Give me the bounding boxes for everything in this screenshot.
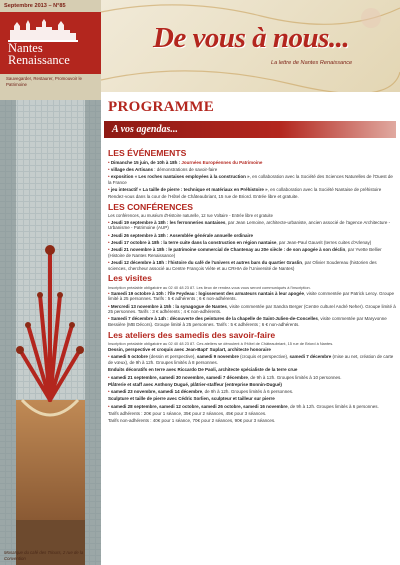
event-title: le patrimoine commercial de Chantenay au 20e siècle : de son apogée à son déclin xyxy=(168,247,346,253)
list-item xyxy=(108,174,396,185)
event-detail: , de 9h à 12h. Groupes limités à 10 personnes. xyxy=(247,374,342,380)
section-evenements-title: LES ÉVÉNEMENTS xyxy=(108,148,187,158)
event-title: la synagogue de Nantes xyxy=(175,303,227,309)
image-caption: Mosaïque du café des Trinurs, 2 rue de la Convention xyxy=(4,550,84,561)
workshop-title xyxy=(108,382,396,388)
event-detail: , visite commentée par Maryvonne Bessière (MB Décors). Groupe limité à 25 personnes. Tarifs : 5 € adhérents ; 6 € non-adhérents. xyxy=(108,316,387,328)
workshop-name: Sculpture et taille de pierre avec Cédric Sorlien, sculpteur et tailleur sur pierre xyxy=(108,396,275,402)
header xyxy=(101,0,400,92)
logo-line1: Nantes xyxy=(8,41,43,55)
event-detail: (dessin et perspective), xyxy=(147,354,197,360)
bullet-icon: • xyxy=(108,219,110,225)
section-note: Inscription préalable obligatoire au 02 40 48 23 87. Ces ateliers se déroulent à l'Hôtel de Châteaubriant, 15 rue de Briord à Nantes. xyxy=(108,341,334,347)
workshop-title xyxy=(108,396,396,402)
section-visites-title: Les visites xyxy=(108,273,152,284)
event-date: samedi 23 novembre, samedi 14 décembre xyxy=(110,389,203,395)
event-title: découverte des peintures de la chapelle de Saint-Julien-de-Concelles xyxy=(169,316,318,322)
event-detail: , visite commentée par Patrick Leroy. Groupe limité à 25 personnes. Tarifs : 5 € adhérents ; 6 € non-adhérents. xyxy=(108,290,394,302)
event-date: Jeudi 21 novembre à 18h : xyxy=(110,247,169,253)
event-detail: : démonstrations de savoir-faire xyxy=(152,166,218,172)
event-title: Assemblée générale annuelle ordinaire xyxy=(169,232,253,238)
event-title: jeu interactif « La taille de pierre : technique et matériaux en Préhistoire » xyxy=(110,186,268,192)
logo xyxy=(0,12,101,74)
bullet-icon: • xyxy=(108,290,110,296)
workshop-name: Enduits décoratifs en terre avec Riccardo De Paoli, architecte spécialiste de la terre crue xyxy=(108,367,298,373)
event-date: Mercredi 13 novembre à 15h : xyxy=(110,303,176,309)
pricing-members: Tarifs adhérents : 20€ pour 1 séance, 35€ pour 2 séances, 45€ pour 3 séances. xyxy=(108,411,267,416)
list-item xyxy=(108,220,396,231)
section-conferences-title: LES CONFÉRENCES xyxy=(108,201,193,212)
event-date: samedi 28 septembre, samedi 12 octobre, samedi 26 octobre, samedi 16 novembre xyxy=(110,403,288,409)
bullet-icon: • xyxy=(108,174,110,180)
list-item xyxy=(108,240,396,246)
event-title: les ferronneries nantaises xyxy=(169,219,226,225)
event-date: samedi 7 décembre xyxy=(289,354,332,360)
mosaic-artwork xyxy=(0,100,101,565)
list-item xyxy=(108,354,396,365)
bullet-icon: • xyxy=(108,354,110,360)
bullet-icon: • xyxy=(108,239,110,245)
bullet-icon: • xyxy=(108,260,110,266)
event-detail: , de 9h à 12h. Groupes limités à 6 personnes. xyxy=(287,403,379,409)
event-title: exposition « Les roches nantaises employées à la construction » xyxy=(110,174,250,180)
tagline: Sauvegarder, Restaurer, Promouvoir le Patrimoine xyxy=(6,76,82,87)
event-title: la terre cuite dans la construction en région nantaise xyxy=(163,239,277,245)
list-item xyxy=(108,316,396,327)
event-date: Jeudi 12 décembre à 18h : xyxy=(110,260,169,266)
bullet-icon: • xyxy=(108,232,110,238)
workshop-title xyxy=(108,347,396,353)
logo-line2: Renaissance xyxy=(8,53,70,67)
bullet-icon: • xyxy=(108,247,110,253)
event-detail: , en collaboration avec la Société des Sciences Naturelles de l'Ouest de la France xyxy=(108,174,393,185)
list-item xyxy=(108,187,396,193)
event-title: village des Artisans xyxy=(110,166,153,172)
event-detail: , visite commentée par Sandra Berger (Centre culturel André Neher). Groupe limité à 25 personnes. Tarifs : 3 € adhérents ; 4 € non-adhérents. xyxy=(108,303,396,315)
event-title: Journées Européennes du Patrimoine xyxy=(181,159,263,165)
bullet-icon: • xyxy=(108,374,110,380)
event-detail: , par Jean Lemoine, architecte-urbaniste, ancien associé de l'agence Architecture - Urbanisme - Patrimoine (AUP) xyxy=(108,219,391,231)
masthead-title: De vous à nous... xyxy=(153,22,350,54)
bullet-icon: • xyxy=(108,186,110,192)
sidebar xyxy=(0,0,101,565)
masthead-subtitle: La lettre de Nantes Renaissance xyxy=(271,60,353,66)
mosaic-image xyxy=(0,100,101,565)
event-date: samedi 9 novembre xyxy=(196,354,239,360)
event-detail: (croquis et perspective), xyxy=(238,354,290,360)
list-item xyxy=(108,160,396,166)
bullet-icon: • xyxy=(108,403,110,409)
list-item xyxy=(108,375,396,381)
pricing-non-members: Tarifs non-adhérents : 40€ pour 1 séance, 70€ pour 2 séances, 90€ pour 3 séances. xyxy=(108,418,276,424)
section-note: Les conférences, au muséum d'Histoire naturelle, 12 rue Voltaire - Entrée libre et gratuite xyxy=(108,213,273,219)
city-skyline-icon xyxy=(8,16,78,42)
workshop-name: Dessin, perspective et croquis avec Jean-Bapt' Suplart, architecte honoraire xyxy=(108,347,271,353)
workshop-title xyxy=(108,367,396,373)
programme-content xyxy=(108,146,396,564)
list-item xyxy=(108,167,396,173)
bullet-icon: • xyxy=(108,303,110,309)
event-date: Dimanche 15 juin, de 10h à 18h : xyxy=(110,159,182,165)
event-detail: (mise au net, création de carte de vœux), de 9h à 12h. Groupes limités à 8 personnes. xyxy=(108,354,394,366)
event-title: l'histoire du café de l'univers et autres bars du quartier Graslin xyxy=(168,260,303,266)
agenda-banner xyxy=(104,121,396,138)
event-detail: , de 9h à 12h. Groupes limités à 6 personnes. xyxy=(202,389,294,395)
section-ateliers-title: Les ateliers des samedis des savoir-faire xyxy=(108,329,276,340)
event-title: l'île Feydeau : logissement des armateurs nantais à leur apogée xyxy=(167,290,304,296)
agenda-label: A vos agendas... xyxy=(112,124,178,135)
bullet-icon: • xyxy=(108,159,110,165)
event-detail: , en collaboration avec la Société Nantaise de préhistoire xyxy=(267,186,382,192)
bullet-icon: • xyxy=(108,166,110,172)
event-date: Samedi 7 décembre à 14h : xyxy=(110,316,170,322)
list-item xyxy=(108,291,396,302)
section-note: Inscription préalable obligatoire au 02 40 48 23 87. Les lieux de rendez-vous vous seront communiqués à l'inscription. xyxy=(108,284,311,290)
bullet-icon: • xyxy=(108,389,110,395)
list-item xyxy=(108,247,396,258)
list-item xyxy=(108,260,396,271)
event-date: Jeudi 26 septembre à 18h : xyxy=(110,232,170,238)
event-date: samedi 21 septembre, samedi 30 novembre, samedi 7 décembre xyxy=(110,374,248,380)
programme-title: PROGRAMME xyxy=(108,99,215,115)
event-date: Samedi 19 octobre à 10h : xyxy=(110,290,168,296)
event-detail: , par Jean-Paul Gauvrit (terres cuites d'Arlenay) xyxy=(276,239,372,245)
event-date: Jeudi 17 octobre à 18h : xyxy=(110,239,164,245)
event-date: samedi 5 octobre xyxy=(110,354,148,360)
event-detail: , par Yvette Bellier (Histoire de Nantes Renaissance) xyxy=(108,247,382,258)
list-item xyxy=(108,389,396,395)
event-date: Jeudi 19 septembre à 18h : xyxy=(110,219,170,225)
list-item xyxy=(108,304,396,315)
event-location: Rendez-vous dans la cour de l'Hôtel de Châteaubriant, 15 rue de Briord. Entrée libre et gratuite. xyxy=(108,194,299,200)
issue-number: Septembre 2013 – N°85 xyxy=(4,3,66,9)
bullet-icon: • xyxy=(108,316,110,322)
list-item xyxy=(108,404,396,410)
list-item xyxy=(108,233,396,239)
event-detail: , par Olivier Soudereau (historien des sciences, chercheur associé au Centre François Viète et au CRHIA de l'Université de Nantes) xyxy=(108,260,377,271)
workshop-name: Plâtrerie et staff avec Anthony Dugué, plâtrier-staffeur (entreprise Bonnin-Dugué) xyxy=(108,381,282,387)
